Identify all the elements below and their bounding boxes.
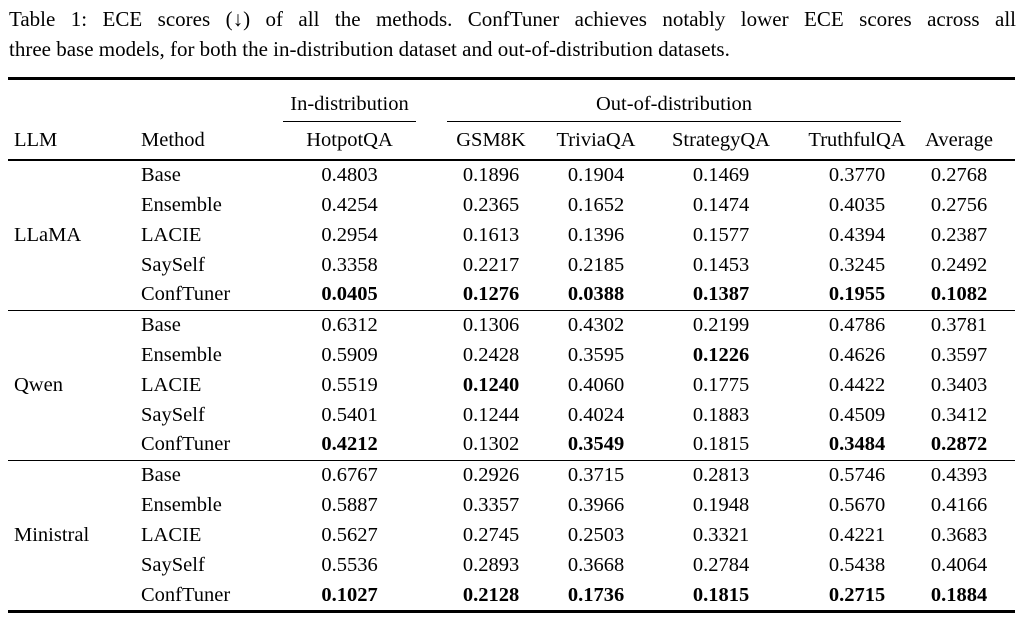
value-cell: 0.3683 xyxy=(930,523,988,546)
value-cell: 0.2893 xyxy=(462,553,520,576)
value-cell: 0.3412 xyxy=(930,403,988,426)
value-cell: 0.3357 xyxy=(462,493,520,516)
value-cell: 0.4393 xyxy=(917,460,1015,490)
value-cell: 0.1775 xyxy=(692,373,750,396)
table-row xyxy=(8,190,1015,220)
group-header-out-of-distribution-cell xyxy=(435,80,917,122)
value-cell: 0.4024 xyxy=(567,403,625,426)
value-cell: 0.1736 xyxy=(567,583,625,606)
value-cell: 0.4221 xyxy=(828,523,886,546)
method-cell: Ensemble xyxy=(141,193,222,216)
value-cell: 0.5670 xyxy=(828,493,886,516)
qwen-block xyxy=(8,310,1015,460)
value-cell: 0.1387 xyxy=(692,283,750,306)
col-header-llm: LLM xyxy=(8,122,135,160)
value-cell: 0.1453 xyxy=(692,253,750,276)
value-cell: 0.1474 xyxy=(692,193,750,216)
value-cell: 0.4803 xyxy=(321,164,378,186)
value-cell: 0.5909 xyxy=(321,343,378,366)
value-cell: 0.6312 xyxy=(280,310,435,340)
method-cell: SaySelf xyxy=(141,253,205,276)
value-cell: 0.5627 xyxy=(321,523,378,546)
method-cell: SaySelf xyxy=(141,553,205,576)
value-cell: 0.2387 xyxy=(930,223,988,246)
value-cell: 0.2926 xyxy=(435,460,547,490)
value-cell: 0.2954 xyxy=(321,223,378,246)
value-cell: 0.1469 xyxy=(692,164,750,186)
value-cell: 0.1948 xyxy=(692,493,750,516)
value-cell: 0.0405 xyxy=(321,283,378,306)
value-cell: 0.1244 xyxy=(462,403,520,426)
method-cell: LACIE xyxy=(141,523,202,546)
table-row xyxy=(8,430,1015,460)
value-cell: 0.1613 xyxy=(462,223,520,246)
method-cell: LACIE xyxy=(141,373,202,396)
table-row xyxy=(8,160,1015,190)
value-cell: 0.4626 xyxy=(828,343,886,366)
value-cell: 0.1884 xyxy=(930,583,988,606)
value-cell: 0.0388 xyxy=(567,283,625,306)
caption-line-1: Table 1: ECE scores (↓) of all the methods. ConfTuner achieves notably lower ECE scores across all xyxy=(9,7,1016,31)
value-cell: 0.3549 xyxy=(567,433,625,456)
value-cell: 0.2365 xyxy=(462,193,520,216)
value-cell: 0.2199 xyxy=(645,310,797,340)
column-header-row xyxy=(8,122,1015,160)
method-cell: Ensemble xyxy=(141,343,222,366)
value-cell: 0.2756 xyxy=(930,193,988,216)
ece-table xyxy=(8,80,1015,610)
col-header-method: Method xyxy=(135,122,280,160)
value-cell: 0.3595 xyxy=(567,343,625,366)
method-cell: Ensemble xyxy=(141,493,222,516)
group-header-row xyxy=(8,80,1015,122)
value-cell: 0.3715 xyxy=(547,460,645,490)
value-cell: 0.4786 xyxy=(797,310,917,340)
value-cell: 0.5519 xyxy=(321,373,378,396)
value-cell: 0.1904 xyxy=(567,164,625,186)
method-cell: Base xyxy=(135,310,280,340)
value-cell: 0.1240 xyxy=(462,373,520,396)
table-row xyxy=(8,250,1015,280)
table-caption xyxy=(9,4,1016,64)
value-cell: 0.4060 xyxy=(567,373,625,396)
value-cell: 0.3358 xyxy=(321,253,378,276)
value-cell: 0.2217 xyxy=(462,253,520,276)
value-cell: 0.2428 xyxy=(462,343,520,366)
value-cell: 0.3403 xyxy=(930,373,988,396)
value-cell: 0.4394 xyxy=(828,223,886,246)
value-cell: 0.6767 xyxy=(280,460,435,490)
value-cell: 0.4509 xyxy=(828,403,886,426)
value-cell: 0.3484 xyxy=(828,433,886,456)
value-cell: 0.3781 xyxy=(917,310,1015,340)
value-cell: 0.1955 xyxy=(828,283,886,306)
value-cell: 0.2715 xyxy=(828,583,886,606)
table-row xyxy=(8,550,1015,580)
value-cell: 0.2872 xyxy=(930,433,988,456)
value-cell: 0.1815 xyxy=(692,583,750,606)
value-cell: 0.1276 xyxy=(462,283,520,306)
method-cell: LACIE xyxy=(141,223,202,246)
value-cell: 0.1306 xyxy=(435,310,547,340)
value-cell: 0.2745 xyxy=(462,523,520,546)
table-row xyxy=(8,310,1015,340)
bottom-rule xyxy=(8,610,1015,613)
value-cell: 0.1896 xyxy=(462,164,520,186)
value-cell: 0.4254 xyxy=(321,193,378,216)
value-cell: 0.1226 xyxy=(692,343,750,366)
table-row xyxy=(8,580,1015,610)
table-row xyxy=(8,370,1015,400)
group-header-in-distribution-cell xyxy=(280,80,435,122)
value-cell: 0.1027 xyxy=(321,583,378,606)
value-cell: 0.5438 xyxy=(828,553,886,576)
value-cell: 0.2128 xyxy=(462,583,520,606)
caption-line-2: three base models, for both the in-distribution dataset and out-of-distribution datasets. xyxy=(9,37,730,61)
col-header-hotpotqa: HotpotQA xyxy=(280,122,435,160)
value-cell: 0.5746 xyxy=(797,460,917,490)
llm-name: Ministral xyxy=(8,460,135,610)
value-cell: 0.1396 xyxy=(567,223,625,246)
value-cell: 0.2813 xyxy=(645,460,797,490)
value-cell: 0.1883 xyxy=(692,403,750,426)
method-cell: ConfTuner xyxy=(141,433,231,456)
value-cell: 0.2503 xyxy=(567,523,625,546)
ministral-block xyxy=(8,460,1015,610)
col-header-strategyqa: StrategyQA xyxy=(645,122,797,160)
table-container xyxy=(8,77,1015,613)
value-cell: 0.1815 xyxy=(692,433,750,456)
value-cell: 0.5887 xyxy=(321,493,378,516)
group-header-out-of-distribution: Out-of-distribution xyxy=(447,93,901,122)
value-cell: 0.1652 xyxy=(567,193,625,216)
method-cell: Base xyxy=(135,460,280,490)
value-cell: 0.1082 xyxy=(930,283,988,306)
col-header-average: Average xyxy=(917,122,1015,160)
table-row xyxy=(8,280,1015,310)
llm-name: LLaMA xyxy=(14,223,82,246)
value-cell: 0.5401 xyxy=(321,403,378,426)
value-cell: 0.4212 xyxy=(321,433,378,456)
value-cell: 0.5536 xyxy=(321,553,378,576)
value-cell: 0.4302 xyxy=(547,310,645,340)
value-cell: 0.4166 xyxy=(930,493,988,516)
col-header-triviaqa: TriviaQA xyxy=(547,122,645,160)
method-cell: ConfTuner xyxy=(141,283,231,306)
value-cell: 0.2185 xyxy=(567,253,625,276)
value-cell: 0.3597 xyxy=(930,343,988,366)
value-cell: 0.3966 xyxy=(567,493,625,516)
value-cell: 0.2784 xyxy=(692,553,750,576)
value-cell: 0.4035 xyxy=(828,193,886,216)
value-cell: 0.4064 xyxy=(930,553,988,576)
table-row xyxy=(8,460,1015,490)
value-cell: 0.3321 xyxy=(692,523,750,546)
value-cell: 0.3770 xyxy=(828,164,886,186)
group-header-spacer-right xyxy=(917,80,1015,122)
table-row xyxy=(8,400,1015,430)
value-cell: 0.1577 xyxy=(692,223,750,246)
table-row xyxy=(8,340,1015,370)
table-row xyxy=(8,520,1015,550)
method-cell: Base xyxy=(141,164,181,186)
llm-name: Qwen xyxy=(8,310,135,460)
table-row xyxy=(8,490,1015,520)
value-cell: 0.3668 xyxy=(567,553,625,576)
group-header-spacer xyxy=(8,80,280,122)
method-cell: ConfTuner xyxy=(141,583,231,606)
col-header-truthfulqa: TruthfulQA xyxy=(797,122,917,160)
value-cell: 0.1302 xyxy=(462,433,520,456)
method-cell: SaySelf xyxy=(141,403,205,426)
table-row xyxy=(8,220,1015,250)
value-cell: 0.2492 xyxy=(930,253,988,276)
col-header-gsm8k: GSM8K xyxy=(435,122,547,160)
value-cell: 0.2768 xyxy=(930,164,988,186)
value-cell: 0.3245 xyxy=(828,253,886,276)
group-header-in-distribution: In-distribution xyxy=(283,93,416,122)
llama-block xyxy=(8,160,1015,310)
value-cell: 0.4422 xyxy=(828,373,886,396)
